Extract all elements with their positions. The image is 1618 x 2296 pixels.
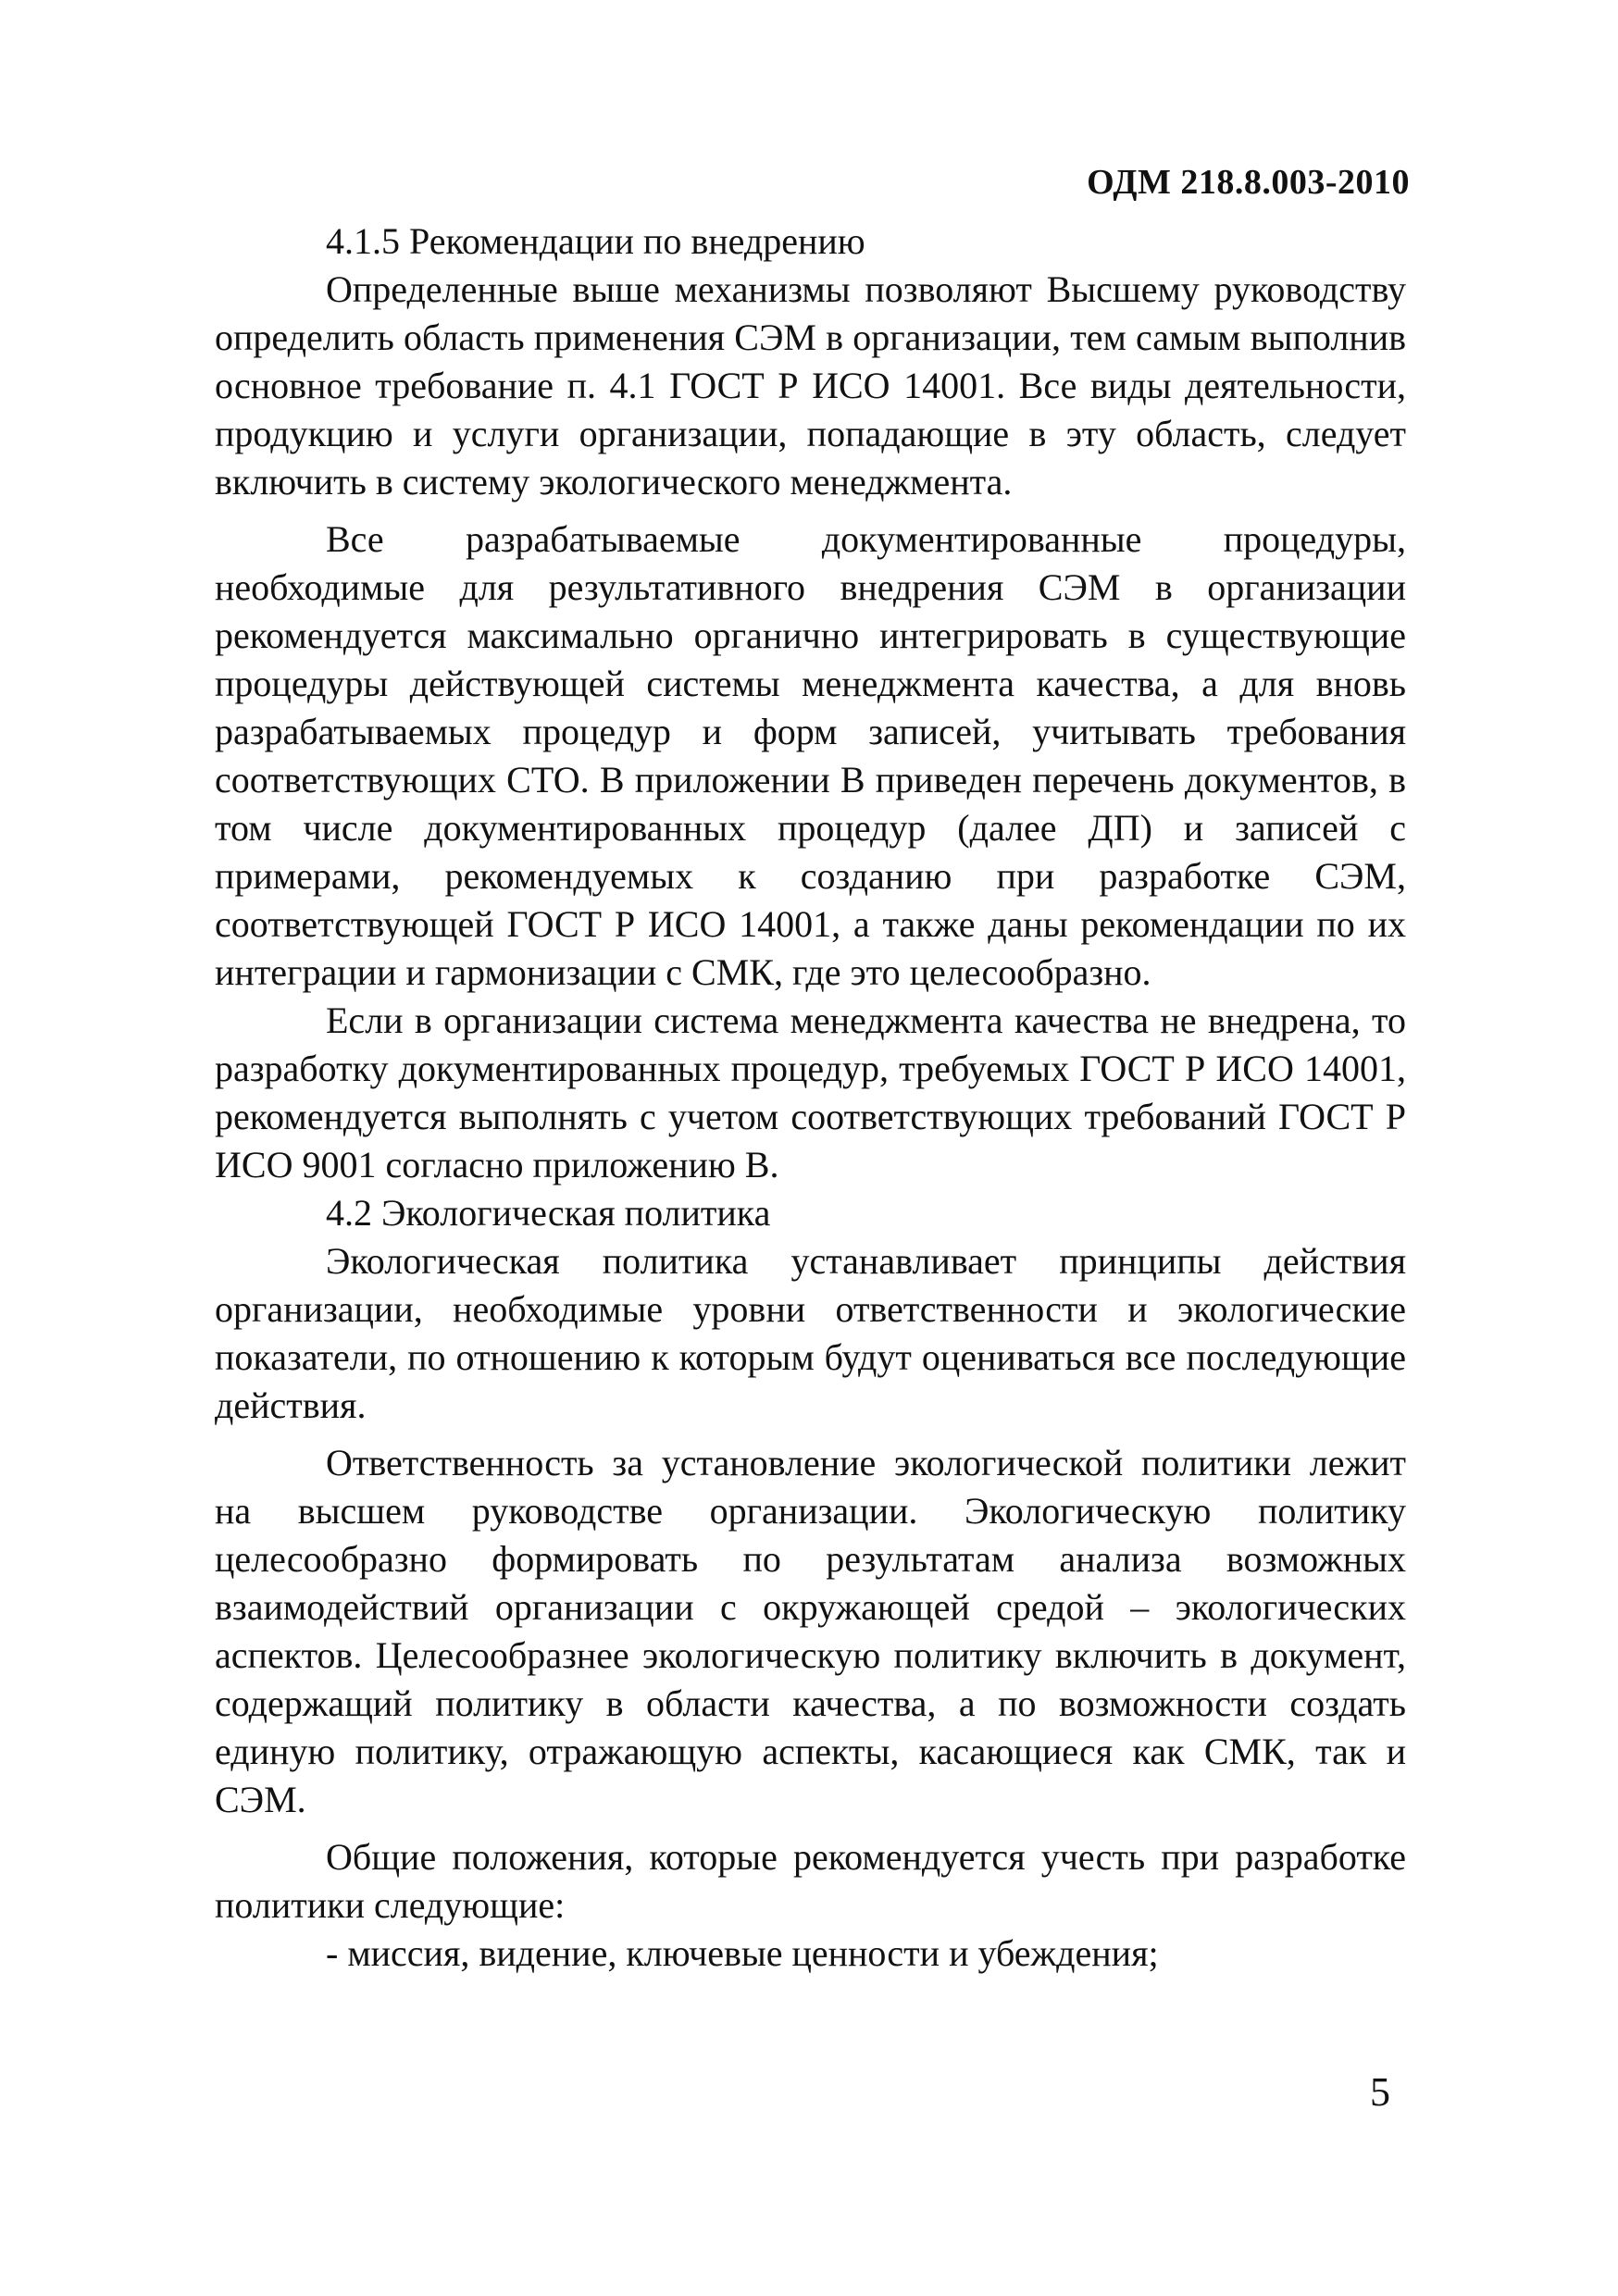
- paragraph-scope-definition: Определенные выше механизмы позволяют Высшему руководству определить область применения СЭМ в организации, тем самым выполнив основное требование п. 4.1 ГОСТ Р ИСО 14001. Все виды деятельности, продукцию и услуги организации, попадающие в эту область, следует включить в систему экологического менеджмента.: [215, 268, 1406, 503]
- paragraph-policy-responsibility: Ответственность за установление экологической политики лежит на высшем руководстве организации. Экологическую политику целесообразно формировать по результатам анализа возможных взаимодействий организации с окружающей средой – экологических аспектов. Целесообразнее экологическую политику включить в документ, содержащий политику в области качества, а по возможности создать единую политику, отражающую аспекты, касающиеся как СМК, так и СЭМ.: [215, 1442, 1406, 1820]
- section-heading-4-1-5: 4.1.5 Рекомендации по внедрению: [326, 220, 865, 262]
- page-number: 5: [1370, 2069, 1390, 2115]
- paragraph-procedures-integration: Все разрабатываемые документированные процедуры, необходимые для результативного внедрения СЭМ в организации рекомендуется максимально органично интегрировать в существующие процедуры действующей системы менеджмента качества, а для вновь разрабатываемых процедур и форм записей, учитывать требования соответствующих СТО. В приложении В приведен перечень документов, в том числе документированных процедур (далее ДП) и записей с примерами, рекомендуемых к созданию при разработке СЭМ, соответствующей ГОСТ Р ИСО 14001, а также даны рекомендации по их интеграции и гармонизации с СМК, где это целесообразно.: [215, 518, 1406, 993]
- section-heading-4-2: 4.2 Экологическая политика: [326, 1192, 771, 1234]
- paragraph-no-qms: Если в организации система менеджмента качества не внедрена, то разработку документированных процедур, требуемых ГОСТ Р ИСО 14001, рекомендуется выполнять с учетом соответствующих требований ГОСТ Р ИСО 9001 согласно приложению В.: [215, 999, 1406, 1185]
- paragraph-general-provisions: Общие положения, которые рекомендуется учесть при разработке политики следующие:: [215, 1836, 1406, 1926]
- document-body: [215, 217, 1406, 1978]
- paragraph-policy-definition: Экологическая политика устанавливает принципы действия организации, необходимые уровни ответственности и экологические показатели, по отношению к которым будут оцениваться все последующие действия.: [215, 1240, 1406, 1426]
- document-code: ОДМ 218.8.003-2010: [1087, 163, 1410, 202]
- list-item-mission: - миссия, видение, ключевые ценности и убеждения;: [326, 1932, 1159, 1974]
